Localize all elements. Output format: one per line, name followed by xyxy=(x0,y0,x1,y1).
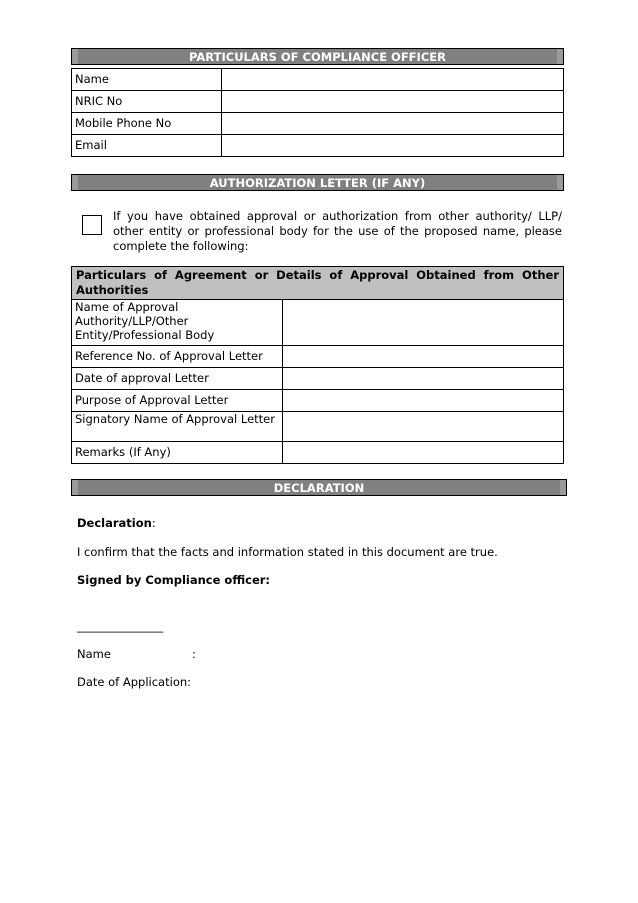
table-row xyxy=(72,300,564,346)
name-colon: : xyxy=(192,647,196,661)
date-of-application-label: Date of Application: xyxy=(77,675,192,689)
signatory-name-label: Signatory Name of Approval Letter xyxy=(72,412,283,442)
table-row xyxy=(72,135,564,157)
signed-by-label: Signed by Compliance officer: xyxy=(77,573,271,587)
table-row xyxy=(72,412,564,442)
table-row xyxy=(72,113,564,135)
table-row xyxy=(72,267,564,300)
approval-table-header: Particulars of Agreement or Details of Approval Obtained from Other Authorities xyxy=(72,267,564,300)
declaration-section-title: DECLARATION xyxy=(273,481,365,495)
declaration-statement: I confirm that the facts and information stated in this document are true. xyxy=(77,545,498,559)
signature-line[interactable]: _______________ xyxy=(77,619,164,633)
approval-authority-field[interactable] xyxy=(283,300,564,346)
officer-email-label: Email xyxy=(72,135,222,157)
signatory-name-field[interactable] xyxy=(283,412,564,442)
officer-nric-label: NRIC No xyxy=(72,91,222,113)
table-row xyxy=(72,368,564,390)
officer-email-field[interactable] xyxy=(222,135,564,157)
declaration-label-colon: : xyxy=(151,516,156,530)
approval-purpose-field[interactable] xyxy=(283,390,564,412)
header-shade-right xyxy=(557,49,563,64)
approval-date-field[interactable] xyxy=(283,368,564,390)
officer-section-header xyxy=(71,48,564,65)
table-row xyxy=(72,390,564,412)
authorization-section-title: AUTHORIZATION LETTER (IF ANY) xyxy=(209,176,426,190)
table-row xyxy=(72,69,564,91)
approval-authority-label: Name of Approval Authority/LLP/Other Entity/Professional Body xyxy=(72,300,283,346)
header-shade-right xyxy=(560,480,566,495)
officer-mobile-field[interactable] xyxy=(222,113,564,135)
declaration-section-header xyxy=(71,479,567,496)
declaration-heading xyxy=(77,516,156,530)
table-row xyxy=(72,91,564,113)
authorization-section-header xyxy=(71,174,564,191)
officer-mobile-label: Mobile Phone No xyxy=(72,113,222,135)
table-row xyxy=(72,442,564,464)
officer-name-field[interactable] xyxy=(222,69,564,91)
authorization-note: If you have obtained approval or authorization from other authority/ LLP/ other entity or professional body for the use of the proposed name, please complete the following: xyxy=(113,209,562,253)
header-shade-right xyxy=(557,175,563,190)
approval-table xyxy=(71,266,564,464)
officer-name-label: Name xyxy=(72,69,222,91)
header-shade-left xyxy=(72,49,78,64)
officer-section-title: PARTICULARS OF COMPLIANCE OFFICER xyxy=(189,50,446,64)
authorization-checkbox[interactable] xyxy=(82,215,102,235)
header-shade-left xyxy=(72,480,78,495)
remarks-field[interactable] xyxy=(283,442,564,464)
officer-nric-field[interactable] xyxy=(222,91,564,113)
table-row xyxy=(72,346,564,368)
remarks-label: Remarks (If Any) xyxy=(72,442,283,464)
approval-purpose-label: Purpose of Approval Letter xyxy=(72,390,283,412)
name-label: Name xyxy=(77,647,111,661)
officer-table xyxy=(71,68,564,157)
reference-no-field[interactable] xyxy=(283,346,564,368)
declaration-label: Declaration xyxy=(77,516,152,530)
approval-date-label: Date of approval Letter xyxy=(72,368,283,390)
reference-no-label: Reference No. of Approval Letter xyxy=(72,346,283,368)
header-shade-left xyxy=(72,175,78,190)
